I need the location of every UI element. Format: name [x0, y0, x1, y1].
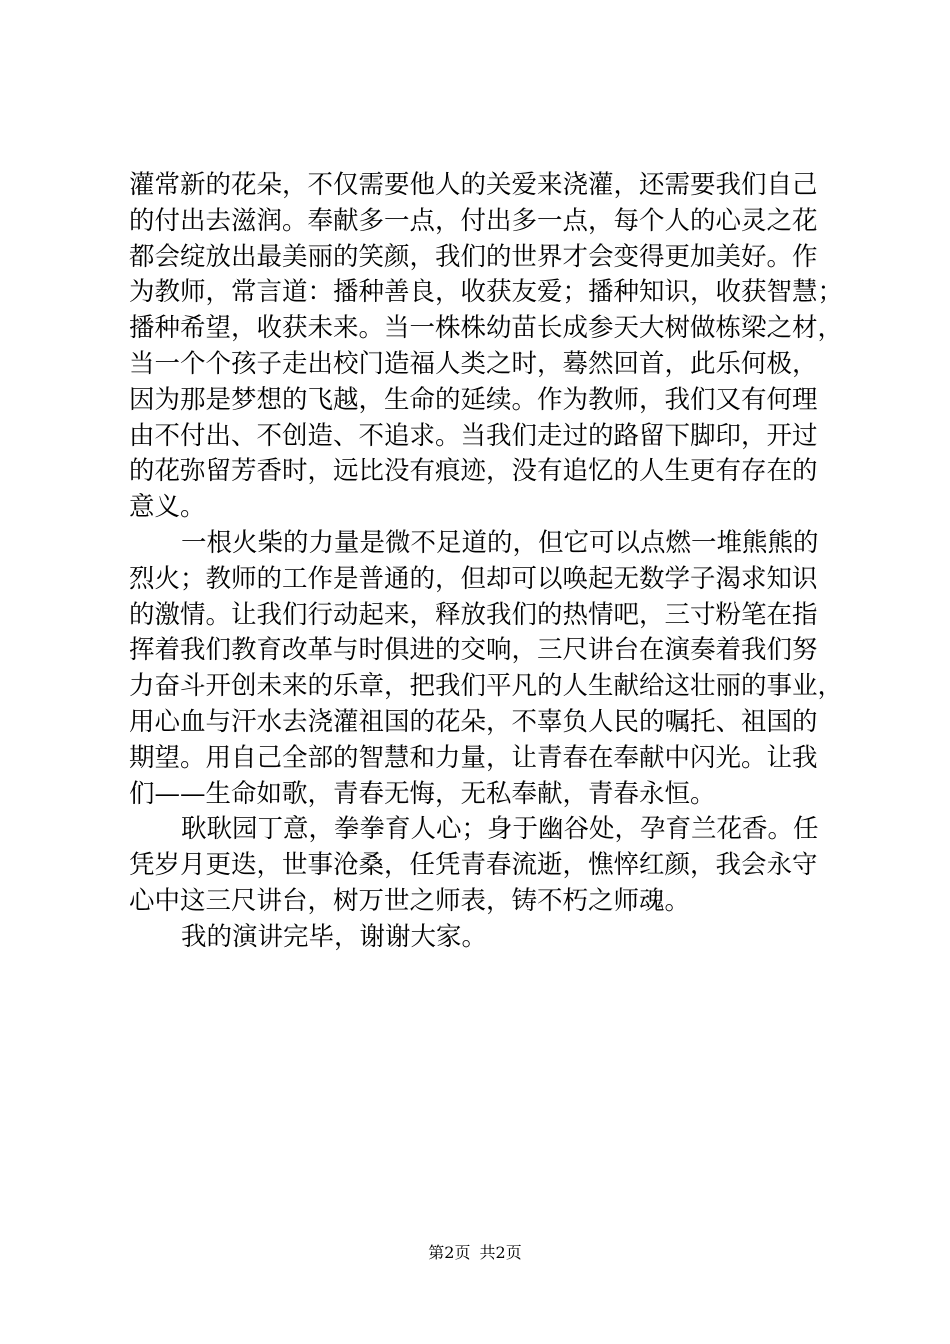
text-line: 由不付出、不创造、不追求。当我们走过的路留下脚印，开过: [129, 420, 818, 451]
text-line: 力奋斗开创未来的乐章，把我们平凡的人生献给这壮丽的事业，: [129, 671, 844, 702]
text-line: 挥着我们教育改革与时俱进的交响，三尺讲台在演奏着我们努: [129, 635, 818, 666]
text-line: 的激情。让我们行动起来，释放我们的热情吧，三寸粉笔在指: [129, 599, 818, 630]
page-number: 第2页: [428, 1243, 471, 1262]
page-total: 共2页: [479, 1243, 522, 1262]
text-line: 的付出去滋润。奉献多一点，付出多一点，每个人的心灵之花: [129, 205, 818, 236]
text-line: 期望。用自己全部的智慧和力量，让青春在奉献中闪光。让我: [129, 742, 818, 773]
page-footer: [0, 1243, 950, 1263]
text-line: 意义。: [129, 492, 206, 523]
text-line: 一根火柴的力量是微不足道的，但它可以点燃一堆熊熊的: [181, 527, 819, 558]
text-line: 们——生命如歌，青春无悔，无私奉献，青春永恒。: [129, 778, 716, 809]
text-line: 用心血与汗水去浇灌祖国的花朵，不辜负人民的嘱托、祖国的: [129, 706, 818, 737]
text-line: 因为那是梦想的飞越，生命的延续。作为教师，我们又有何理: [129, 384, 818, 415]
text-line: 凭岁月更迭，世事沧桑，任凭青春流逝，憔悴红颜，我会永守: [129, 850, 818, 881]
text-line: 灌常新的花朵，不仅需要他人的关爱来浇灌，还需要我们自己: [129, 170, 818, 200]
text-line: 烈火；教师的工作是普通的，但却可以唤起无数学子渴求知识: [129, 563, 818, 594]
text-line: 都会绽放出最美丽的笑颜，我们的世界才会变得更加美好。作: [129, 241, 818, 272]
text-line: 耿耿园丁意，拳拳育人心；身于幽谷处，孕育兰花香。任: [181, 814, 819, 845]
document-body: [129, 168, 844, 956]
text-line: 当一个个孩子走出校门造福人类之时，蓦然回首，此乐何极，: [129, 348, 818, 379]
text-line: 我的演讲完毕，谢谢大家。: [181, 921, 488, 952]
text-line: 心中这三尺讲台，树万世之师表，铸不朽之师魂。: [129, 885, 691, 916]
text-line: 播种希望，收获未来。当一株株幼苗长成参天大树做栋梁之材，: [129, 313, 844, 344]
text-line: 的花弥留芳香时，远比没有痕迹，没有追忆的人生更有存在的: [129, 456, 818, 487]
text-line: 为教师，常言道：播种善良，收获友爱；播种知识，收获智慧；: [129, 277, 844, 308]
